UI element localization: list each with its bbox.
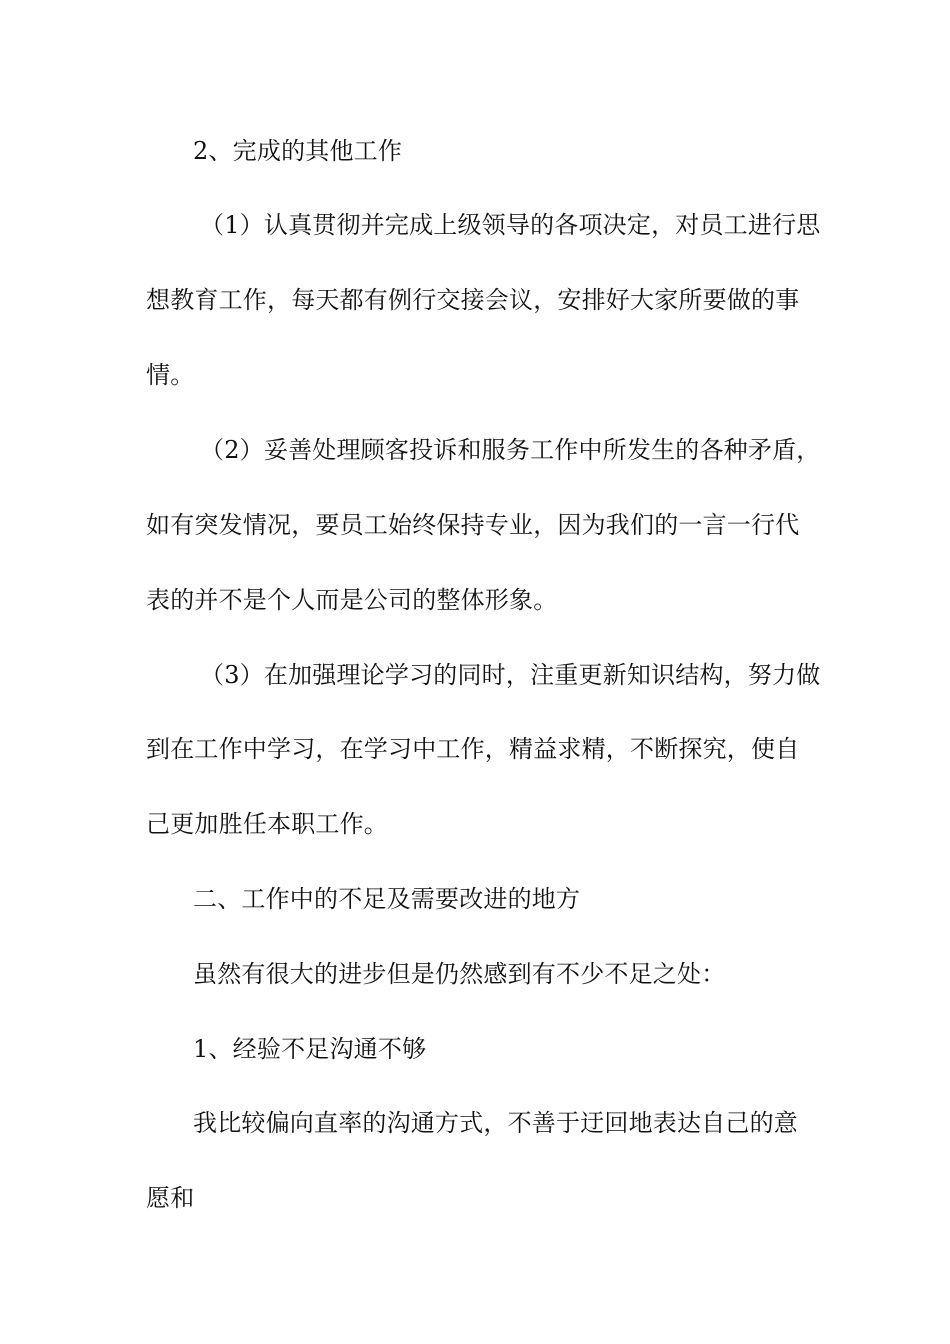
paragraph-line: 如有突发情况，要员工始终保持专业，因为我们的一言一行代 — [146, 511, 800, 539]
paragraph-line: 愿和 — [146, 1184, 195, 1212]
paragraph-line: （2）妥善处理顾客投诉和服务工作中所发生的各种矛盾， — [200, 436, 821, 464]
paragraph-line: 到在工作中学习，在学习中工作，精益求精，不断探究，使自 — [146, 735, 800, 763]
paragraph-line: 想教育工作，每天都有例行交接会议，安排好大家所要做的事 — [146, 286, 800, 314]
paragraph-line: 表的并不是个人而是公司的整体形象。 — [146, 586, 558, 614]
subheading-experience: 1、经验不足沟通不够 — [193, 1035, 427, 1063]
paragraph-line: 虽然有很大的进步但是仍然感到有不少不足之处： — [193, 960, 726, 988]
paragraph-line: 己更加胜任本职工作。 — [146, 810, 388, 838]
paragraph-line: （3）在加强理论学习的同时，注重更新知识结构，努力做 — [200, 661, 821, 689]
section-heading-other-work: 2、完成的其他工作 — [193, 137, 403, 165]
paragraph-line: 情。 — [146, 361, 195, 389]
paragraph-line: （1）认真贯彻并完成上级领导的各项决定，对员工进行思 — [200, 211, 821, 239]
paragraph-line: 我比较偏向直率的沟通方式，不善于迂回地表达自己的意 — [193, 1109, 798, 1137]
section-heading-shortcomings: 二、工作中的不足及需要改进的地方 — [193, 885, 581, 913]
